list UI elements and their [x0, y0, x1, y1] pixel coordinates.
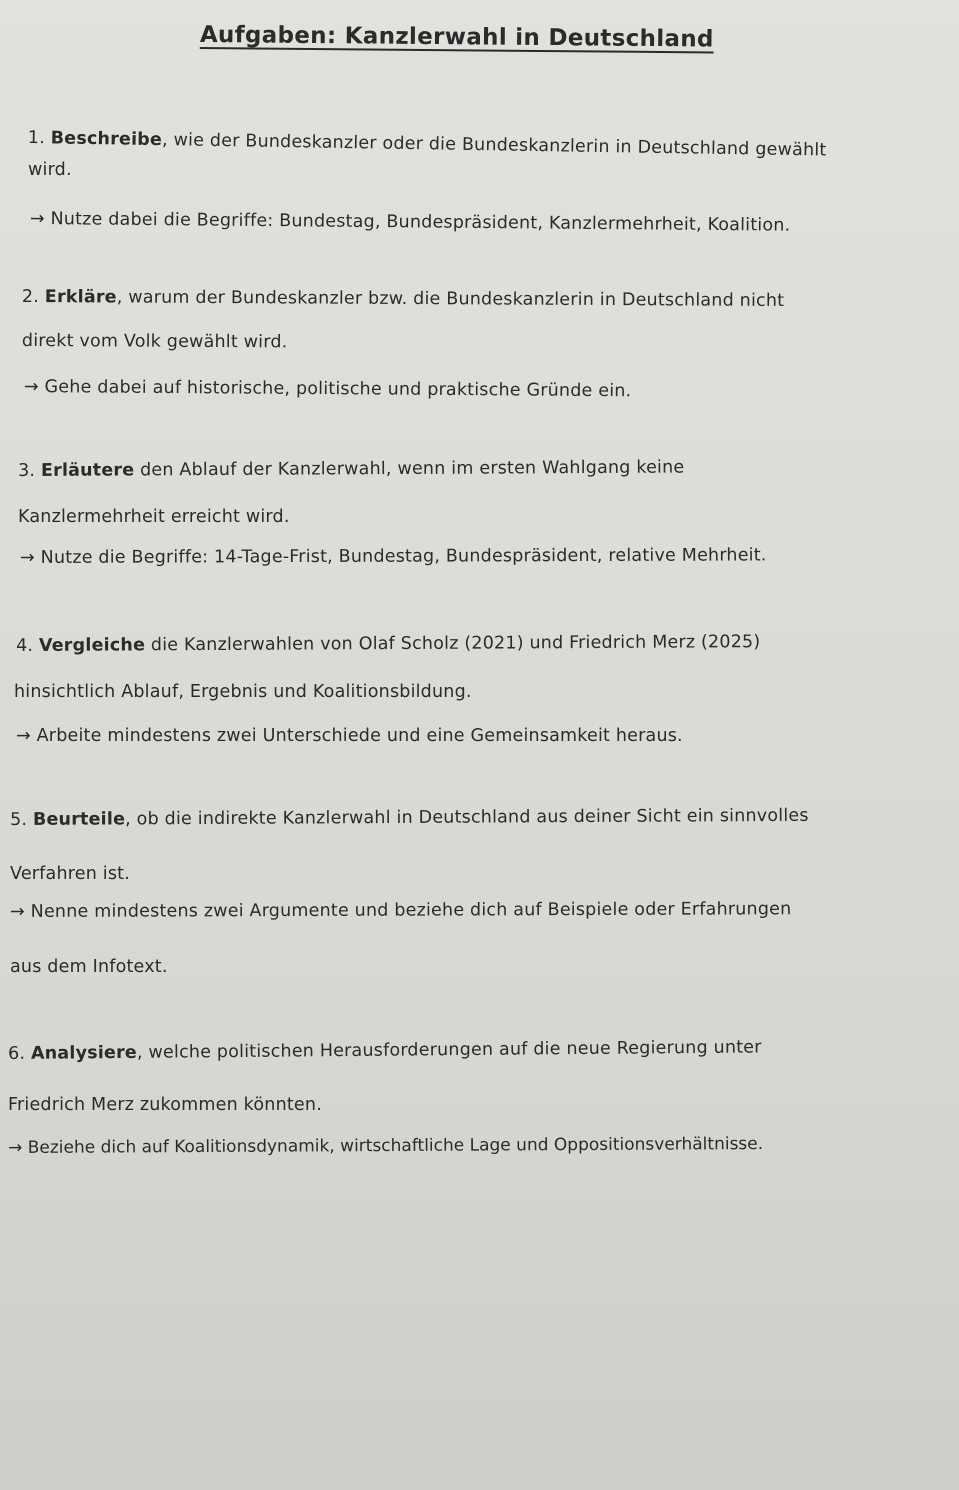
task-5-line-2: Verfahren ist. — [10, 864, 130, 884]
task-verb: Beurteile — [32, 809, 126, 830]
task-6-hint: → Beziehe dich auf Koalitionsdynamik, wirtschaftliche Lage und Oppositionsverhältnisse. — [8, 1134, 764, 1158]
task-number: 4. — [16, 635, 34, 656]
task-6-line-2: Friedrich Merz zukommen könnten. — [8, 1095, 322, 1115]
task-3-line-2: Kanzlermehrheit erreicht wird. — [18, 507, 290, 527]
task-text: , warum der Bundeskanzler bzw. die Bundeskanzlerin in Deutschland nicht — [116, 287, 785, 311]
task-5-hint: → Nenne mindestens zwei Argumente und beziehe dich auf Beispiele oder Erfahrungen — [10, 899, 792, 922]
task-number: 5. — [10, 809, 28, 830]
task-text: , ob die indirekte Kanzlerwahl in Deutschland aus deiner Sicht ein sinnvolles — [125, 805, 809, 830]
task-verb: Vergleiche — [38, 635, 146, 656]
task-2-line-1 — [22, 287, 784, 311]
worksheet-title: Aufgaben: Kanzlerwahl in Deutschland — [199, 22, 714, 53]
task-6-line-1 — [8, 1037, 762, 1064]
task-4-line-2: hinsichtlich Ablauf, Ergebnis und Koalitionsbildung. — [14, 682, 472, 702]
task-1-hint: → Nutze dabei die Begriffe: Bundestag, Bundespräsident, Kanzlermehrheit, Koalition. — [29, 209, 791, 236]
task-text: den Ablauf der Kanzlerwahl, wenn im ersten Wahlgang keine — [134, 457, 685, 481]
task-verb: Erläutere — [40, 460, 135, 481]
task-1-line-1 — [28, 128, 827, 161]
task-4-line-1 — [16, 632, 760, 656]
task-4-hint: → Arbeite mindestens zwei Unterschiede und eine Gemeinsamkeit heraus. — [16, 726, 683, 746]
task-1-line-2: wird. — [28, 160, 72, 180]
task-5-hint-line-2: aus dem Infotext. — [10, 957, 168, 977]
task-number: 1. — [27, 128, 46, 149]
task-2-line-2: direkt vom Volk gewählt wird. — [21, 331, 288, 353]
task-number: 2. — [21, 287, 40, 308]
task-text: , welche politischen Herausforderungen auf die neue Regierung unter — [136, 1037, 762, 1063]
task-number: 3. — [18, 460, 36, 481]
task-5-line-1 — [10, 806, 809, 830]
task-text: , wie der Bundeskanzler oder die Bundeskanzlerin in Deutschland gewählt — [161, 130, 827, 161]
task-number: 6. — [8, 1043, 26, 1064]
task-verb: Analysiere — [30, 1042, 138, 1064]
task-text: die Kanzlerwahlen von Olaf Scholz (2021) und Friedrich Merz (2025) — [145, 632, 761, 656]
task-verb: Erkläre — [44, 287, 117, 308]
task-verb: Beschreibe — [50, 128, 163, 151]
task-3-line-1 — [18, 458, 684, 481]
task-2-hint: → Gehe dabei auf historische, politische und praktische Gründe ein. — [23, 377, 632, 402]
task-3-hint: → Nutze die Begriffe: 14-Tage-Frist, Bundestag, Bundespräsident, relative Mehrheit. — [20, 545, 767, 568]
